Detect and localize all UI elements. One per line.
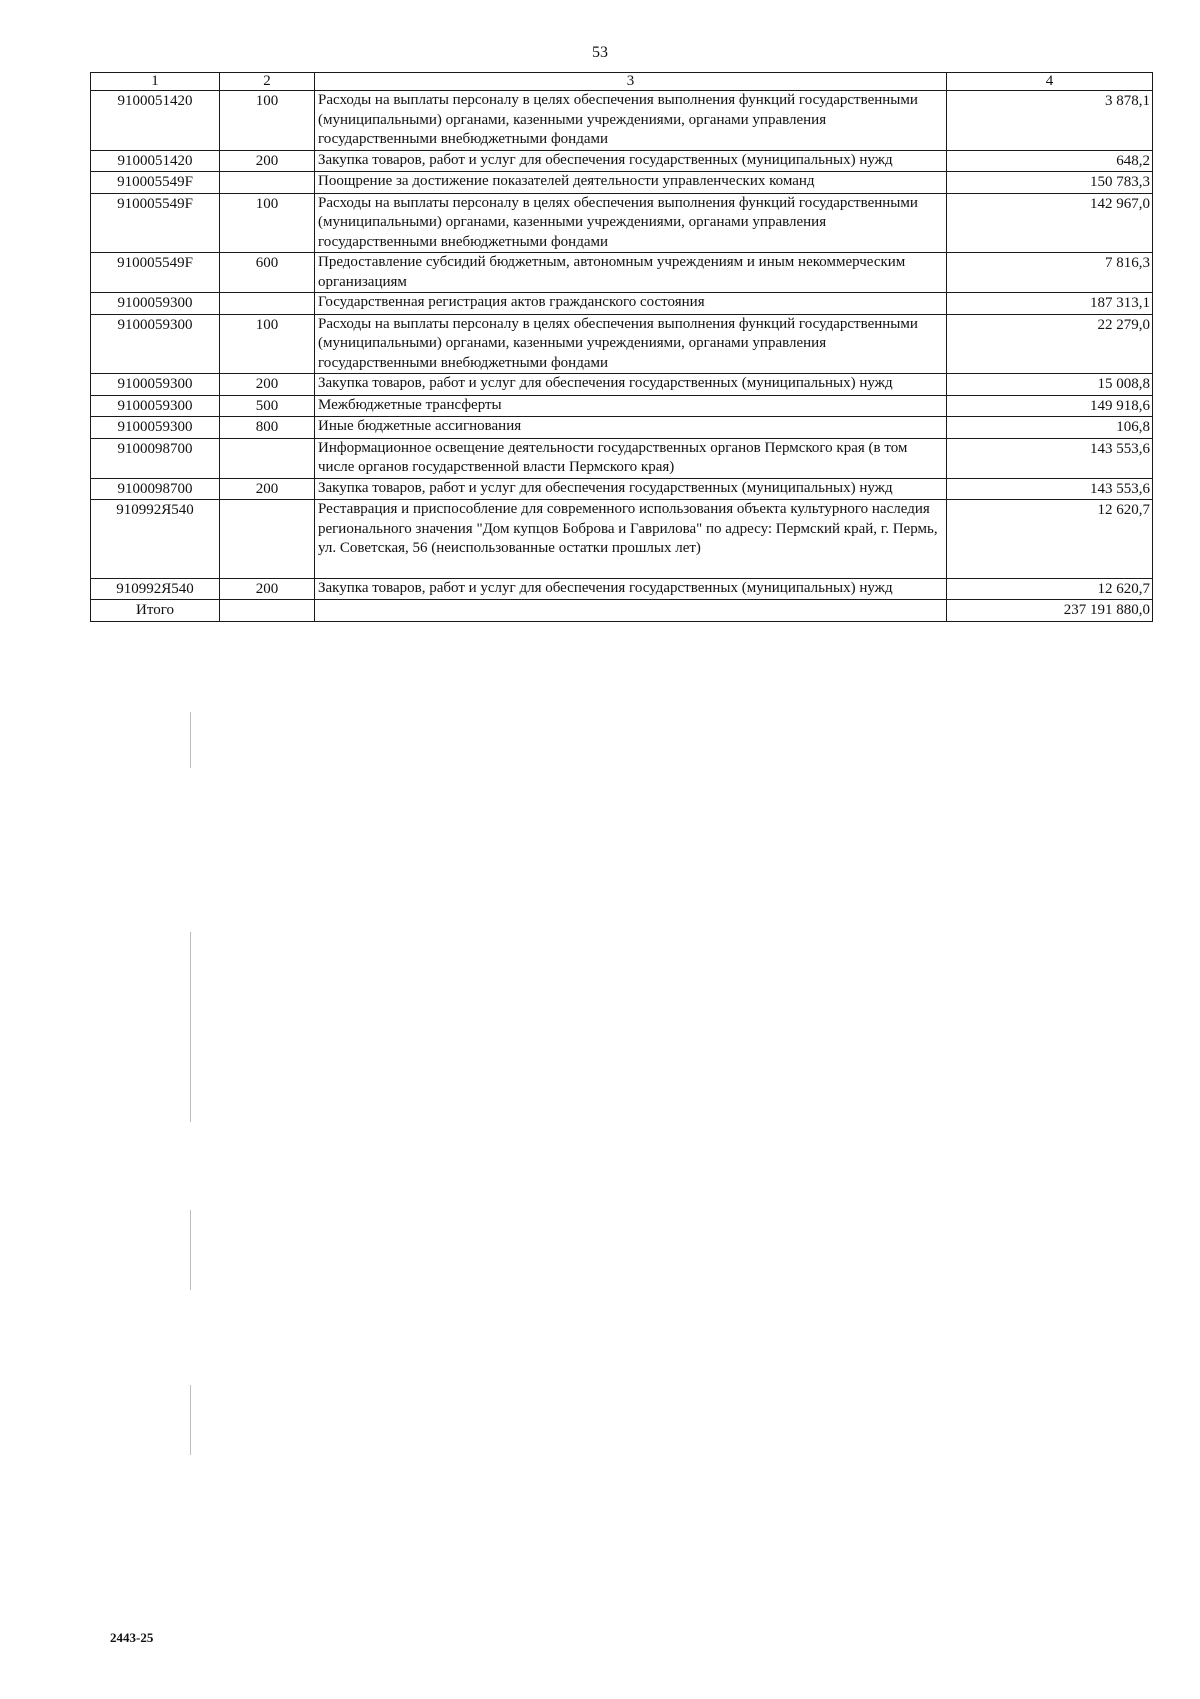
row-amount: 12 620,7: [947, 578, 1153, 600]
table-total-row: [91, 600, 1153, 622]
row-amount: 648,2: [947, 150, 1153, 172]
total-label: Итого: [91, 600, 220, 622]
table-row: [91, 374, 1153, 396]
row-type: 200: [220, 150, 315, 172]
row-name: Расходы на выплаты персоналу в целях обеспечения выполнения функций государственными (муниципальными) органами, казенными учреждениями, органами управления государственными внебюджетными фондами: [315, 193, 947, 253]
row-name: Расходы на выплаты персоналу в целях обеспечения выполнения функций государственными (муниципальными) органами, казенными учреждениями, органами управления государственными внебюджетными фондами: [315, 314, 947, 374]
table-row: [91, 417, 1153, 439]
row-code: 9100059300: [91, 293, 220, 315]
row-name: Реставрация и приспособление для современного использования объекта культурного наследия регионального значения "Дом купцов Боброва и Гаврилова" по адресу: Пермский край, г. Пермь, ул. Советская, 56 (неиспользованные остатки прошлых лет): [315, 500, 947, 579]
table-row: [91, 314, 1153, 374]
table-header-row: [91, 73, 1153, 91]
table-row: [91, 253, 1153, 293]
row-type: 600: [220, 253, 315, 293]
scan-artifact: [190, 1385, 191, 1455]
table-row: [91, 438, 1153, 478]
table-row: [91, 172, 1153, 194]
row-code: 910992Я540: [91, 500, 220, 579]
table-row: [91, 150, 1153, 172]
row-type: [220, 172, 315, 194]
row-amount: 106,8: [947, 417, 1153, 439]
page-number: 53: [592, 44, 608, 61]
row-type: [220, 438, 315, 478]
row-name: Закупка товаров, работ и услуг для обеспечения государственных (муниципальных) нужд: [315, 578, 947, 600]
table-row: [91, 500, 1153, 579]
row-name: Иные бюджетные ассигнования: [315, 417, 947, 439]
header-col-4: 4: [947, 73, 1153, 91]
row-code: 910992Я540: [91, 578, 220, 600]
row-name: Расходы на выплаты персоналу в целях обеспечения выполнения функций государственными (муниципальными) органами, казенными учреждениями, органами управления государственными внебюджетными фондами: [315, 91, 947, 151]
row-type: [220, 293, 315, 315]
row-amount: 7 816,3: [947, 253, 1153, 293]
row-type: 500: [220, 395, 315, 417]
row-name: Государственная регистрация актов гражданского состояния: [315, 293, 947, 315]
table-row: [91, 293, 1153, 315]
row-name: Закупка товаров, работ и услуг для обеспечения государственных (муниципальных) нужд: [315, 150, 947, 172]
row-code: 9100051420: [91, 150, 220, 172]
row-code: 9100098700: [91, 438, 220, 478]
row-name: Межбюджетные трансферты: [315, 395, 947, 417]
row-name: Информационное освещение деятельности государственных органов Пермского края (в том числе органов государственной власти Пермского края): [315, 438, 947, 478]
row-name: Закупка товаров, работ и услуг для обеспечения государственных (муниципальных) нужд: [315, 374, 947, 396]
row-type: 200: [220, 478, 315, 500]
row-amount: 150 783,3: [947, 172, 1153, 194]
row-name: Закупка товаров, работ и услуг для обеспечения государственных (муниципальных) нужд: [315, 478, 947, 500]
row-name: Поощрение за достижение показателей деятельности управленческих команд: [315, 172, 947, 194]
row-type: 800: [220, 417, 315, 439]
row-amount: 149 918,6: [947, 395, 1153, 417]
scan-artifact: [190, 1210, 191, 1290]
row-type: 200: [220, 578, 315, 600]
scan-artifact: [190, 712, 191, 768]
row-code: 9100059300: [91, 395, 220, 417]
header-col-2: 2: [220, 73, 315, 91]
row-type: 100: [220, 91, 315, 151]
row-type: 100: [220, 314, 315, 374]
total-amount: 237 191 880,0: [947, 600, 1153, 622]
row-name: Предоставление субсидий бюджетным, автономным учреждениям и иным некоммерческим организациям: [315, 253, 947, 293]
row-code: 9100098700: [91, 478, 220, 500]
row-type: 200: [220, 374, 315, 396]
row-amount: 142 967,0: [947, 193, 1153, 253]
total-type: [220, 600, 315, 622]
total-name: [315, 600, 947, 622]
row-code: 910005549F: [91, 253, 220, 293]
header-col-3: 3: [315, 73, 947, 91]
row-type: [220, 500, 315, 579]
row-amount: 187 313,1: [947, 293, 1153, 315]
row-code: 9100059300: [91, 314, 220, 374]
row-amount: 143 553,6: [947, 438, 1153, 478]
document-code: 2443-25: [110, 1630, 154, 1645]
row-amount: 22 279,0: [947, 314, 1153, 374]
row-code: 9100051420: [91, 91, 220, 151]
row-code: 910005549F: [91, 172, 220, 194]
header-col-1: 1: [91, 73, 220, 91]
row-code: 9100059300: [91, 374, 220, 396]
budget-table: [90, 72, 1153, 622]
table-row: [91, 478, 1153, 500]
table-row: [91, 395, 1153, 417]
scan-artifact: [190, 932, 191, 1122]
row-type: 100: [220, 193, 315, 253]
row-code: 9100059300: [91, 417, 220, 439]
table-row: [91, 91, 1153, 151]
row-amount: 15 008,8: [947, 374, 1153, 396]
row-amount: 143 553,6: [947, 478, 1153, 500]
row-amount: 12 620,7: [947, 500, 1153, 579]
row-amount: 3 878,1: [947, 91, 1153, 151]
table-row: [91, 193, 1153, 253]
table-row: [91, 578, 1153, 600]
row-code: 910005549F: [91, 193, 220, 253]
